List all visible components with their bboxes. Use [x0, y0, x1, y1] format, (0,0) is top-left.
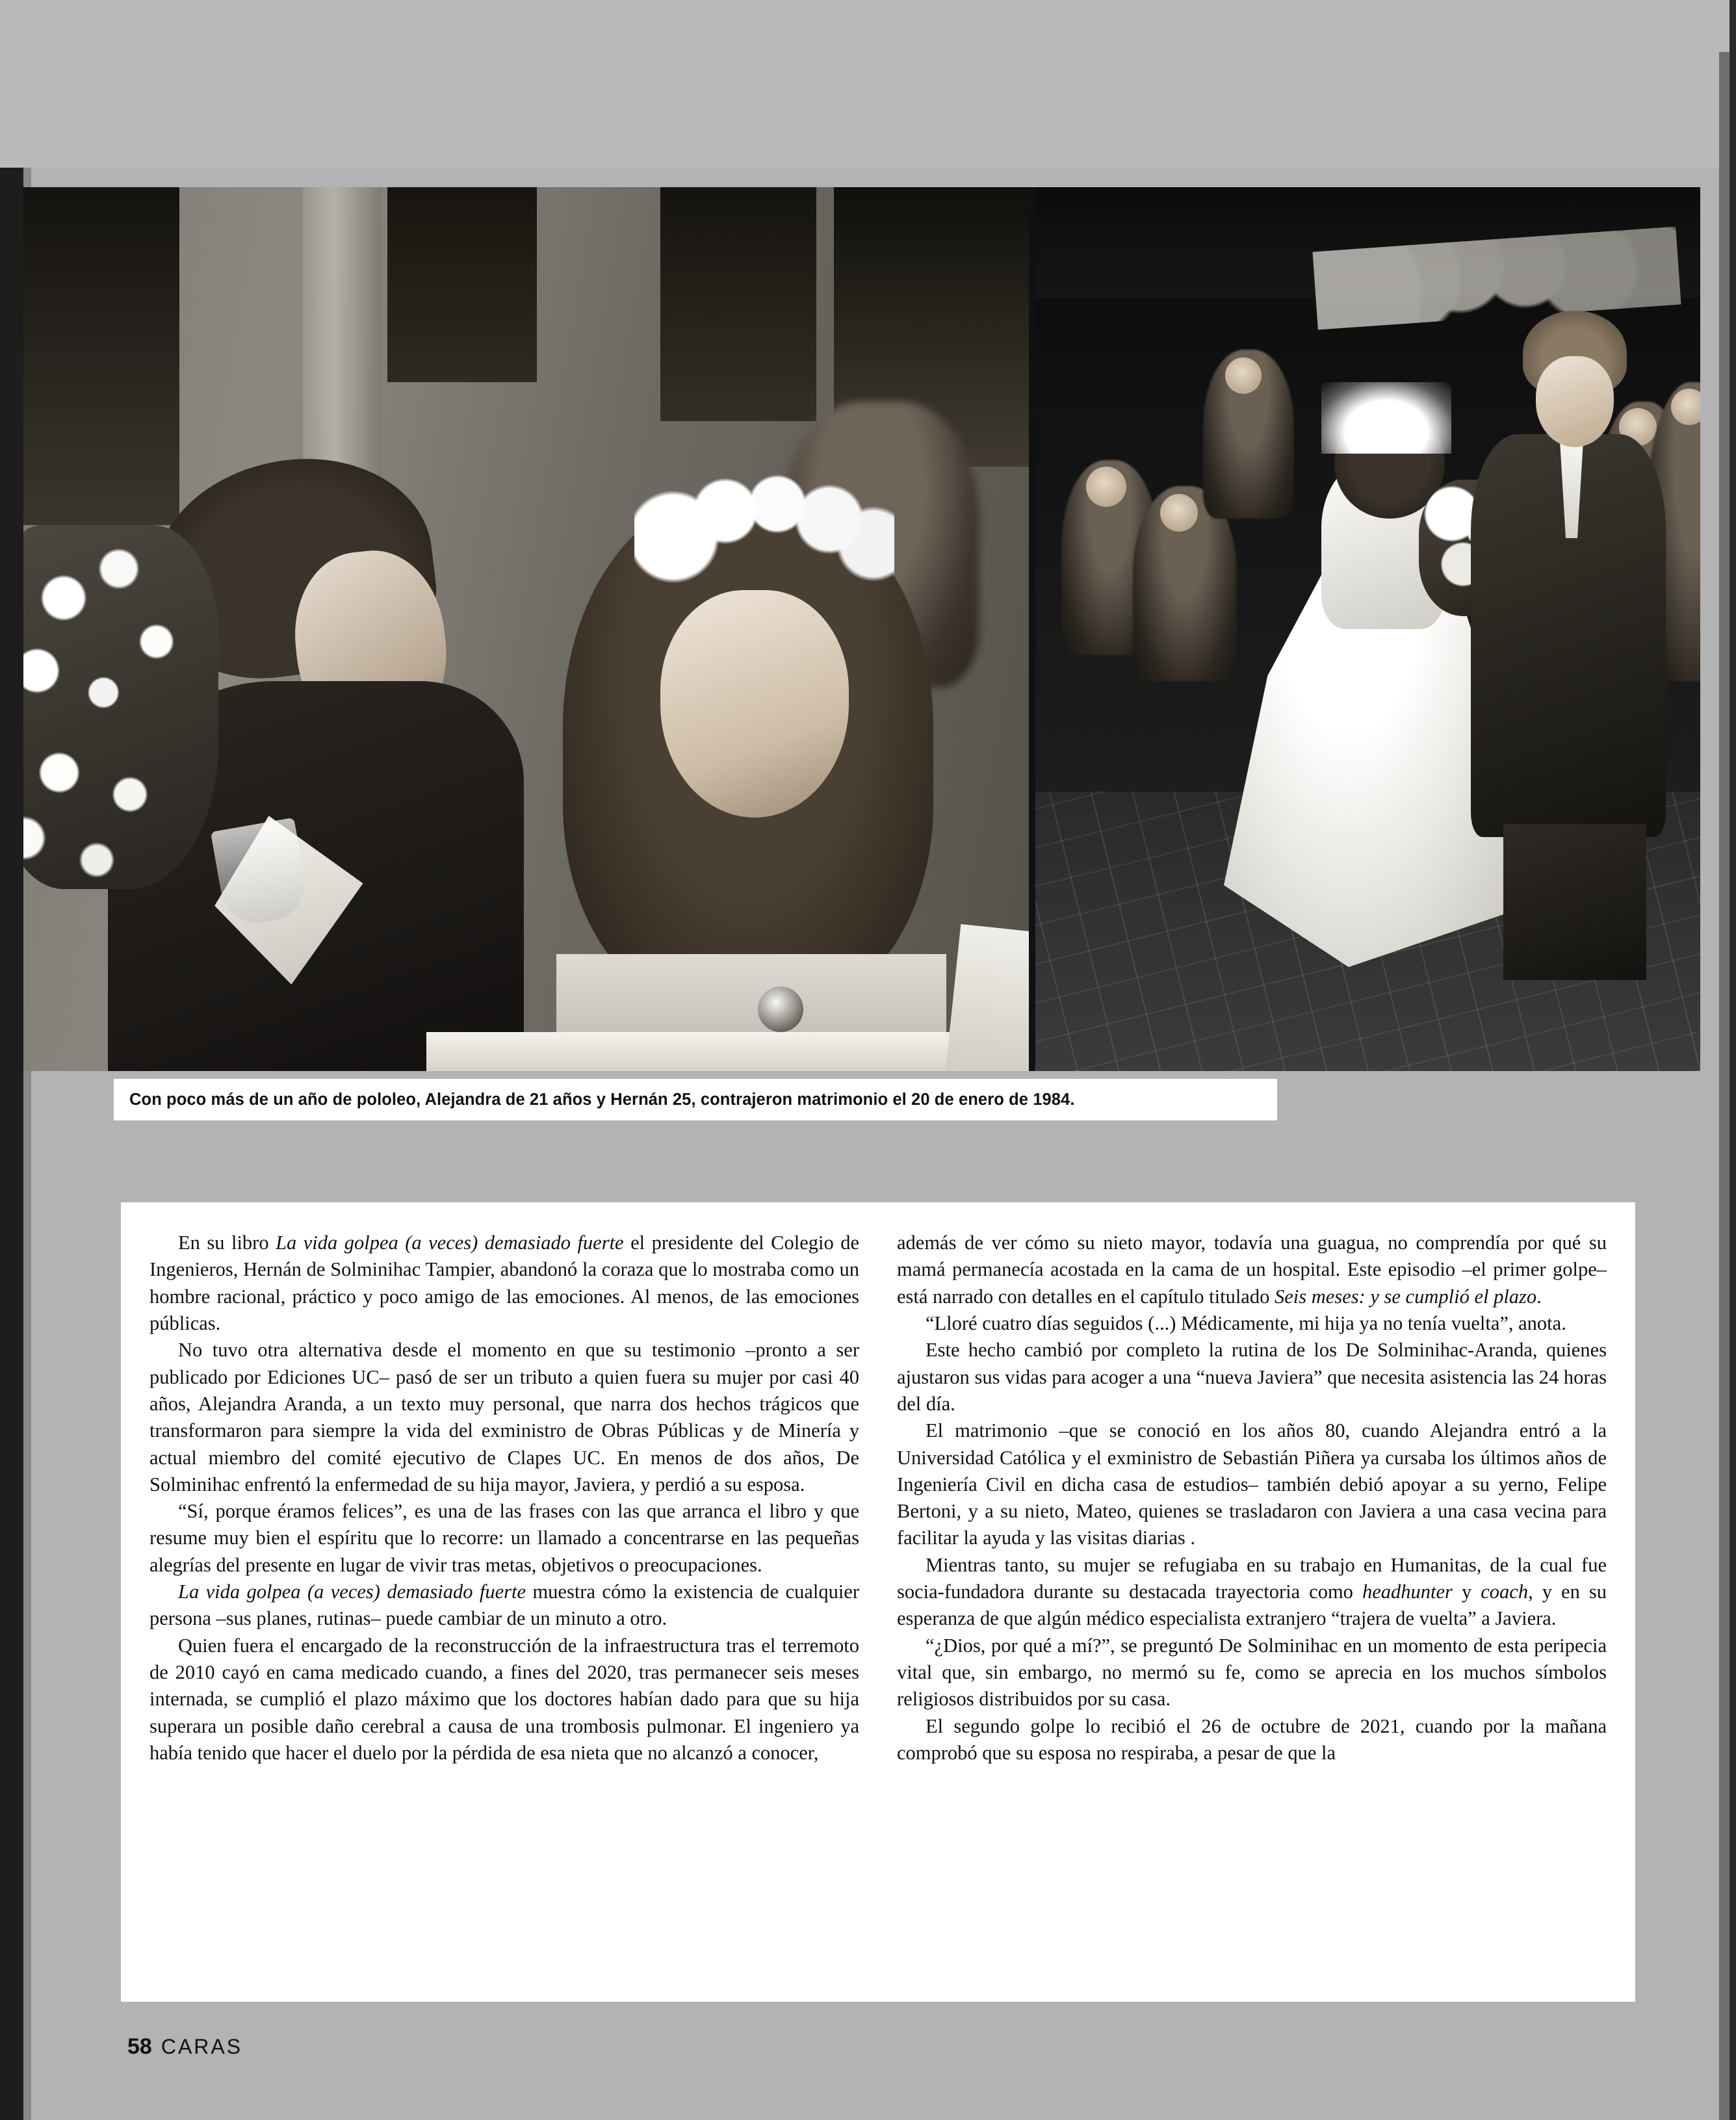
italic-title: Seis meses: y se cumplió el plazo [1274, 1285, 1537, 1308]
article-column-left [149, 1230, 859, 1989]
photo-strip [23, 187, 1700, 1071]
photo-background-shadow-mid [387, 187, 537, 382]
bride-floral-crown [634, 467, 894, 584]
wedding-first-dance-photo [1035, 187, 1700, 1071]
article-paragraph: La vida golpea (a veces) demasiado fuerte muestra cómo la existencia de cualquier persona –sus planes, rutinas– puede cambiar de un minuto a otro. [149, 1581, 859, 1630]
article-paragraph: “¿Dios, por qué a mí?”, se preguntó De Solminihac en un momento de esta peripecia vital que, sin embargo, no mermó su fe, como se aprecia en los muchos símbolos religiosos distribuidos por su casa. [897, 1634, 1607, 1711]
magazine-name: CARAS [161, 2035, 243, 2058]
italic-title: La vida golpea (a veces) demasiado fuerte [276, 1232, 624, 1254]
photo-background-shadow-mid2 [660, 187, 816, 421]
italic-title: headhunter [1362, 1581, 1453, 1603]
page-left-binding-edge [0, 168, 23, 2120]
article-paragraph: “Lloré cuatro días seguidos (...) Médicamente, mi hija ya no tenía vuelta”, anota. [926, 1312, 1566, 1334]
page-right-shadow [1719, 52, 1730, 2120]
bride-brooch [758, 987, 803, 1032]
photo-caption [114, 1079, 1277, 1120]
italic-title: coach [1481, 1581, 1529, 1603]
page-bottom-margin [31, 2073, 1700, 2120]
guest-face [1160, 494, 1198, 532]
article-paragraph: Quien fuera el encargado de la reconstrucción de la infraestructura tras el terremoto de 2010 cayó en cama medicado cuando, a fines del 2020, tras permanecer seis meses internada, se cumplió el plazo máximo que los doctores habían dado para que su hija superara un posible daño cerebral a causa de una trombosis pulmonar. El ingeniero ya había tenido que hacer el duelo por la pérdida de esa nieta que no alcanzó a conocer, [149, 1634, 859, 1764]
italic-title: La vida golpea (a veces) demasiado fuerte [178, 1581, 526, 1603]
article-columns [149, 1230, 1607, 1989]
article-column-right [897, 1230, 1607, 1989]
article-paragraph: No tuvo otra alternativa desde el momento en que su testimonio –pronto a ser publicado por Ediciones UC– pasó de ser un tributo a quien fuera su mujer por casi 40 años, Alejandra Aranda, a un texto muy personal, que narra dos hechos trágicos que transformaron para siempre la vida del exministro de Obras Públicas y de Minería y actual miembro del comité ejecutivo de Clapes UC. En menos de dos años, De Solminihac enfrentó la enfermedad de su hija mayor, Javiera, y perdió a su esposa. [149, 1339, 859, 1495]
groom-dancing [1464, 311, 1679, 980]
groom-trousers [1503, 824, 1646, 980]
bride-veil [1321, 382, 1451, 454]
wedding-couple-at-table-photo [23, 187, 1029, 1071]
photo-background-shadow-left [23, 187, 179, 525]
groom-face [1536, 356, 1614, 447]
article-paragraph: además de ver cómo su nieto mayor, todavía una guagua, no comprendía por qué su mamá permanecía acostada en la cama de un hospital. Este episodio –el primer golpe– está narrado con detalles en el capítulo titulado Seis meses: y se cumplió el plazo. [897, 1232, 1607, 1308]
photo-caption-text: Con poco más de un año de pololeo, Alejandra de 21 años y Hernán 25, contrajeron matrimonio el 20 de enero de 1984. [129, 1090, 1075, 1109]
page-right-binding-edge [1730, 0, 1736, 2120]
page-number: 58 [127, 2034, 152, 2059]
article-body [121, 1202, 1635, 2002]
article-paragraph: El segundo golpe lo recibió el 26 de octubre de 2021, cuando por la mañana comprobó que su esposa no respiraba, a pesar de que la [897, 1714, 1607, 1764]
page-footer [127, 2034, 242, 2060]
article-paragraph: Este hecho cambió por completo la rutina de los De Solminihac-Aranda, quienes ajustaron sus vidas para acoger a una “nueva Javiera” que necesita asistencia las 24 horas del día. [897, 1339, 1607, 1415]
article-paragraph: En su libro La vida golpea (a veces) demasiado fuerte el presidente del Colegio de Ingenieros, Hernán de Solminihac Tampier, abandonó la coraza que lo mostraba como un hombre racional, práctico y poco amigo de las emociones. Al menos, de las emociones públicas. [149, 1232, 859, 1334]
banquet-table [426, 1032, 1029, 1071]
bride-face [660, 590, 849, 818]
guest-face [1086, 467, 1126, 507]
article-paragraph: El matrimonio –que se conoció en los años 80, cuando Alejandra entró a la Universidad Católica y el exministro de Sebastián Piñera ya cursaba los últimos años de Ingeniería Civil en dicha casa de estudios– también debió apoyar a su yerno, Felipe Bertoni, y a su nieto, Mateo, quienes se trasladaron con Javiera a una casa vecina para facilitar la ayuda y las visitas diarias . [897, 1419, 1607, 1549]
article-paragraph: “Sí, porque éramos felices”, es una de las frases con las que arranca el libro y que resume muy bien el espíritu que lo recorre: un llamado a concentrarse en las pequeñas alegrías del presente en lugar de vivir tras metas, objetivos o preocupaciones. [149, 1500, 859, 1576]
table-flower-arrangement [23, 525, 218, 889]
page-top-margin [0, 0, 1736, 168]
article-paragraph: Mientras tanto, su mujer se refugiaba en su trabajo en Humanitas, de la cual fue socia-fundadora durante su destacada trayectoria como headhunter y coach, y en su esperanza de que algún médico especialista extranjero “trajera de vuelta” a Javiera. [897, 1553, 1607, 1630]
